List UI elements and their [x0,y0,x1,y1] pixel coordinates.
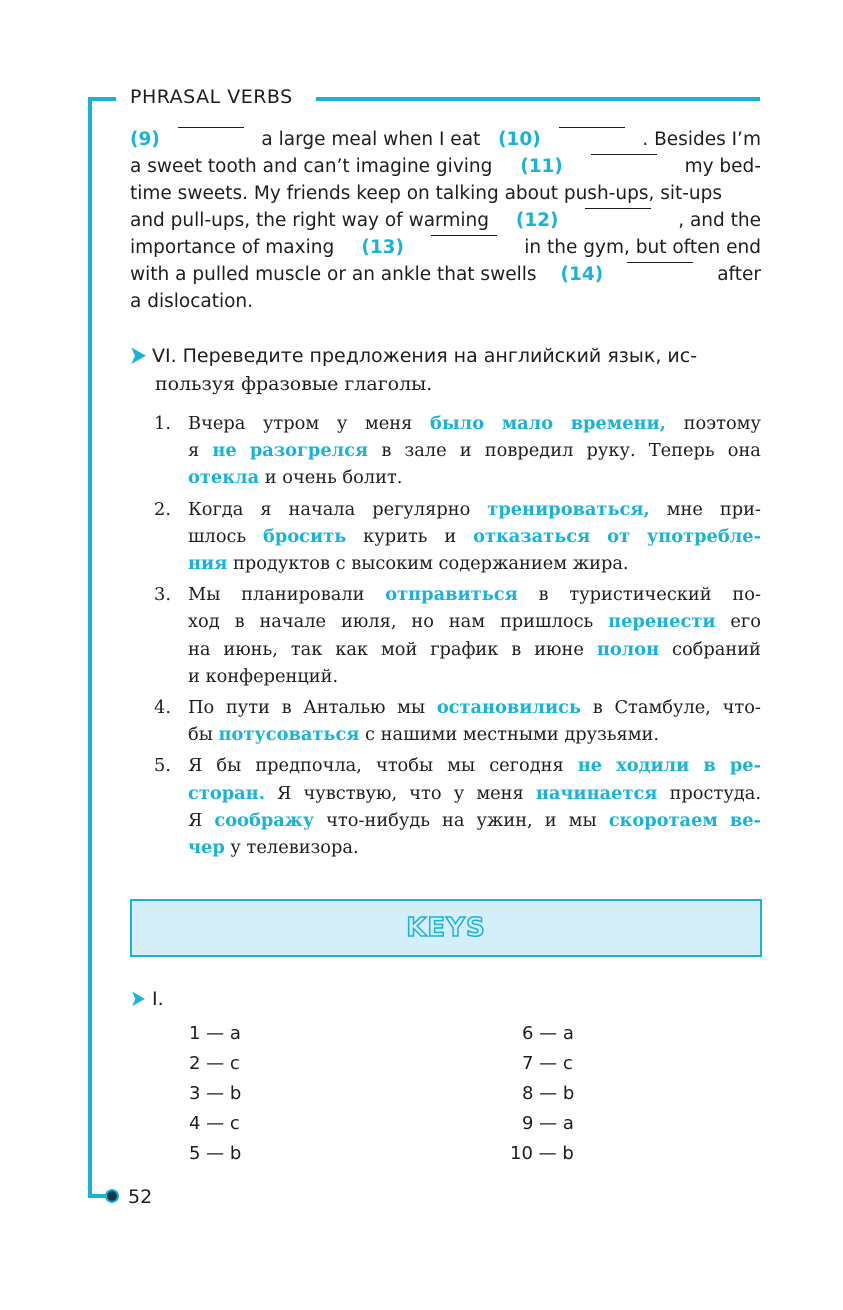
item-line [188,496,761,523]
item-text: продуктов с высоким содержанием жира. [227,553,629,575]
item-word: я [260,498,272,520]
key-item: 10 — b [510,1143,574,1164]
item-number: 3. [154,584,171,606]
item-word: ход [188,611,220,633]
item-word: при- [719,498,761,520]
item-word: в [234,611,245,633]
phrasal-verb-hint: мало [501,413,554,434]
key-item: 3 — b [189,1083,242,1104]
answer-blank [591,153,657,155]
header-rule-right [316,97,760,101]
phrasal-verb-hint: полон [596,638,660,660]
passage-line [130,207,761,234]
item-word: По [188,697,215,719]
translation-item [154,410,761,492]
phrasal-verb-hint: разогрелся [249,440,369,462]
item-word: в [592,697,603,719]
phrasal-verb-hint: сторан. [188,782,265,804]
exercise-passage [130,126,761,315]
item-word: чтобы [375,755,434,777]
item-word: график [430,638,499,660]
item-word: мой [380,638,418,660]
passage-text: after [717,264,761,285]
item-word: . [258,782,265,804]
margin-rule-vertical [88,97,92,1197]
item-word: шлось [188,525,247,547]
item-line [188,721,761,748]
key-item: 7 — c [522,1053,573,1074]
item-word: нам [448,611,486,633]
item-word: чувствую, [303,782,398,804]
item-word: туристический [569,584,712,606]
phrasal-verb-hint: от [607,525,630,547]
answer-blank [559,126,625,128]
item-word: у [453,782,465,804]
phrasal-verb-hint: чер [188,837,225,859]
key-item: 9 — a [522,1113,574,1134]
item-text: бы [188,724,219,746]
item-number: 4. [154,697,171,719]
task-arrow-icon: ➤ [130,342,146,370]
item-word: бы [216,755,242,777]
item-word: предпочла, [255,755,362,777]
item-word: и [544,809,557,831]
item-word: мне [666,498,703,520]
passage-text: importance of maxing [130,237,335,258]
task-number-heading: VI. Переведите предложения на английский язык, ис- [151,345,698,367]
item-word: курить [363,525,428,547]
key-item: 6 — a [522,1023,574,1044]
item-word: и [459,440,472,462]
item-word: меня [364,413,413,434]
passage-text: and pull-ups, the right way of warming [130,210,489,231]
item-word: , [643,498,650,520]
item-word: Теперь [648,440,715,462]
translation-items-list [154,410,761,865]
translation-item [154,694,761,748]
item-line [188,581,761,608]
item-word: Когда [188,498,244,520]
section-title: PHRASAL VERBS [130,86,293,108]
passage-line [130,153,761,180]
gap-number: (13) [361,237,405,258]
item-word: по- [732,584,761,606]
item-text: и очень болит. [259,467,403,489]
item-word: Анталью [303,697,386,719]
item-word: но [411,611,434,633]
item-line [188,523,761,550]
item-word: ужин, [476,809,533,831]
keys-banner [130,899,762,957]
item-line [188,437,761,464]
item-line [188,807,761,834]
passage-text: . Besides I’m [642,129,761,150]
item-word: регулярно [372,498,471,520]
item-number: 5. [154,755,171,777]
item-word: мы [397,697,426,719]
task-6-instruction [130,342,761,398]
item-text: у телевизора. [224,837,359,859]
phrasal-verb-hint: отправиться [385,584,518,606]
phrasal-verb-hint: не [212,440,237,462]
item-word: поэтому [683,413,761,434]
passage-text: with a pulled muscle or an ankle that swells [130,264,537,285]
key-item: 2 — c [189,1053,240,1074]
item-line [188,550,761,577]
phrasal-verb-hint: начинается [535,782,658,804]
item-word: начала [288,498,356,520]
translation-item [154,752,761,861]
phrasal-verb-hint: остановились [436,697,582,719]
item-word: у [336,413,348,434]
phrasal-verb-hint: отекла [188,467,260,489]
item-text: и конференций. [188,665,339,687]
item-line [188,663,761,690]
item-word: июля, [340,611,397,633]
answer-blank [431,234,497,236]
item-word: Я [277,782,292,804]
phrasal-verb-hint: было [429,413,485,434]
item-word: я [188,440,200,462]
item-line [188,636,761,663]
passage-line [130,126,761,153]
phrasal-verb-hint: соображу [214,809,315,831]
passage-text: in the gym, but often end [524,237,761,258]
answer-blank [585,207,651,209]
key-item: 5 — b [189,1143,242,1164]
item-word: повредил [484,440,574,462]
item-line [188,780,761,807]
passage-line [130,261,761,288]
item-word: она [727,440,761,462]
phrasal-verb-hint: в [703,755,716,777]
item-word: начале [259,611,327,633]
passage-text: , and the [678,210,761,231]
item-word: мы [447,755,476,777]
item-line [188,608,761,635]
keys-title: KEYS [406,913,486,943]
page-dot-icon [105,1189,119,1203]
item-word: , [659,413,666,434]
item-word: мы [568,809,597,831]
gap-number: (14) [560,264,604,285]
phrasal-verb-hint: перенести [608,611,716,633]
phrasal-verb-hint: ве- [729,809,761,831]
item-word: собраний [672,638,761,660]
answer-blank [627,261,693,263]
item-word: что [409,782,442,804]
item-text: с нашими местными друзьями. [359,724,660,746]
passage-text: a large meal when I eat [261,129,481,150]
keys-arrow-icon: ➤ [130,985,146,1013]
item-number: 1. [154,413,171,434]
item-word: и [444,525,457,547]
gap-number: (12) [515,210,559,231]
task-instruction-line: пользуя фразовые глаголы. [155,373,433,395]
passage-text: a dislocation. [130,291,254,312]
item-word: на [188,638,211,660]
item-number: 2. [154,498,171,520]
item-word: Стамбуле, [614,697,711,719]
phrasal-verb-hint: употребле- [646,525,761,547]
item-word: что- [722,697,761,719]
item-word: пришлось [499,611,594,633]
header-rule-left [88,97,116,101]
passage-text: my bed- [684,156,761,177]
item-word: в [511,638,522,660]
key-item: 4 — c [189,1113,240,1134]
passage-line [130,234,761,261]
item-word: пути [225,697,270,719]
item-word: руку. [586,440,636,462]
phrasal-verb-hint: потусоваться [218,724,360,746]
item-word: так [290,638,323,660]
item-word: на [442,809,465,831]
item-word: Я [188,809,203,831]
item-word: зале [404,440,447,462]
passage-line [130,180,761,207]
item-word: в [281,697,292,719]
item-word: меня [476,782,524,804]
item-word: сегодня [489,755,564,777]
item-word: июне [534,638,584,660]
answer-blank [178,126,244,128]
item-line [188,410,761,437]
key-item: 1 — a [189,1023,241,1044]
item-line [188,694,761,721]
item-word: планировали [241,584,365,606]
gap-number: (10) [498,129,541,150]
phrasal-verb-hint: ре- [729,755,761,777]
passage-text: a sweet tooth and can’t imagine giving [130,156,493,177]
item-word: его [730,611,761,633]
item-line [188,834,761,861]
item-word: Мы [188,584,221,606]
item-word: Вчера [188,413,246,434]
phrasal-verb-hint: времени, [570,413,666,434]
phrasal-verb-hint: не [577,755,603,777]
passage-line [130,288,761,315]
item-word: простуда. [669,782,761,804]
gap-number: (11) [520,156,563,177]
key-item: 8 — b [522,1083,575,1104]
translation-item [154,496,761,578]
phrasal-verb-hint: отказаться [473,525,591,547]
item-word: Я [188,755,203,777]
phrasal-verb-hint: ния [188,553,228,575]
item-word: в [538,584,549,606]
phrasal-verb-hint: бросить [263,525,347,547]
item-line [188,464,761,491]
item-word: в [381,440,392,462]
phrasal-verb-hint: скоротаем [608,809,718,831]
page-number: 52 [128,1186,153,1208]
phrasal-verb-hint: тренироваться, [487,498,650,520]
item-word: июнь, [223,638,278,660]
item-word: как [335,638,369,660]
keys-section-label: I. [151,988,164,1010]
gap-number: (9) [130,129,160,150]
passage-text: time sweets. My friends keep on talking about push-ups, sit-ups [130,183,723,204]
phrasal-verb-hint: ходили [616,755,690,777]
translation-item [154,581,761,690]
item-word: утром [262,413,320,434]
keys-section-heading [130,985,164,1013]
item-word: что-нибудь [326,809,430,831]
item-line [188,752,761,779]
